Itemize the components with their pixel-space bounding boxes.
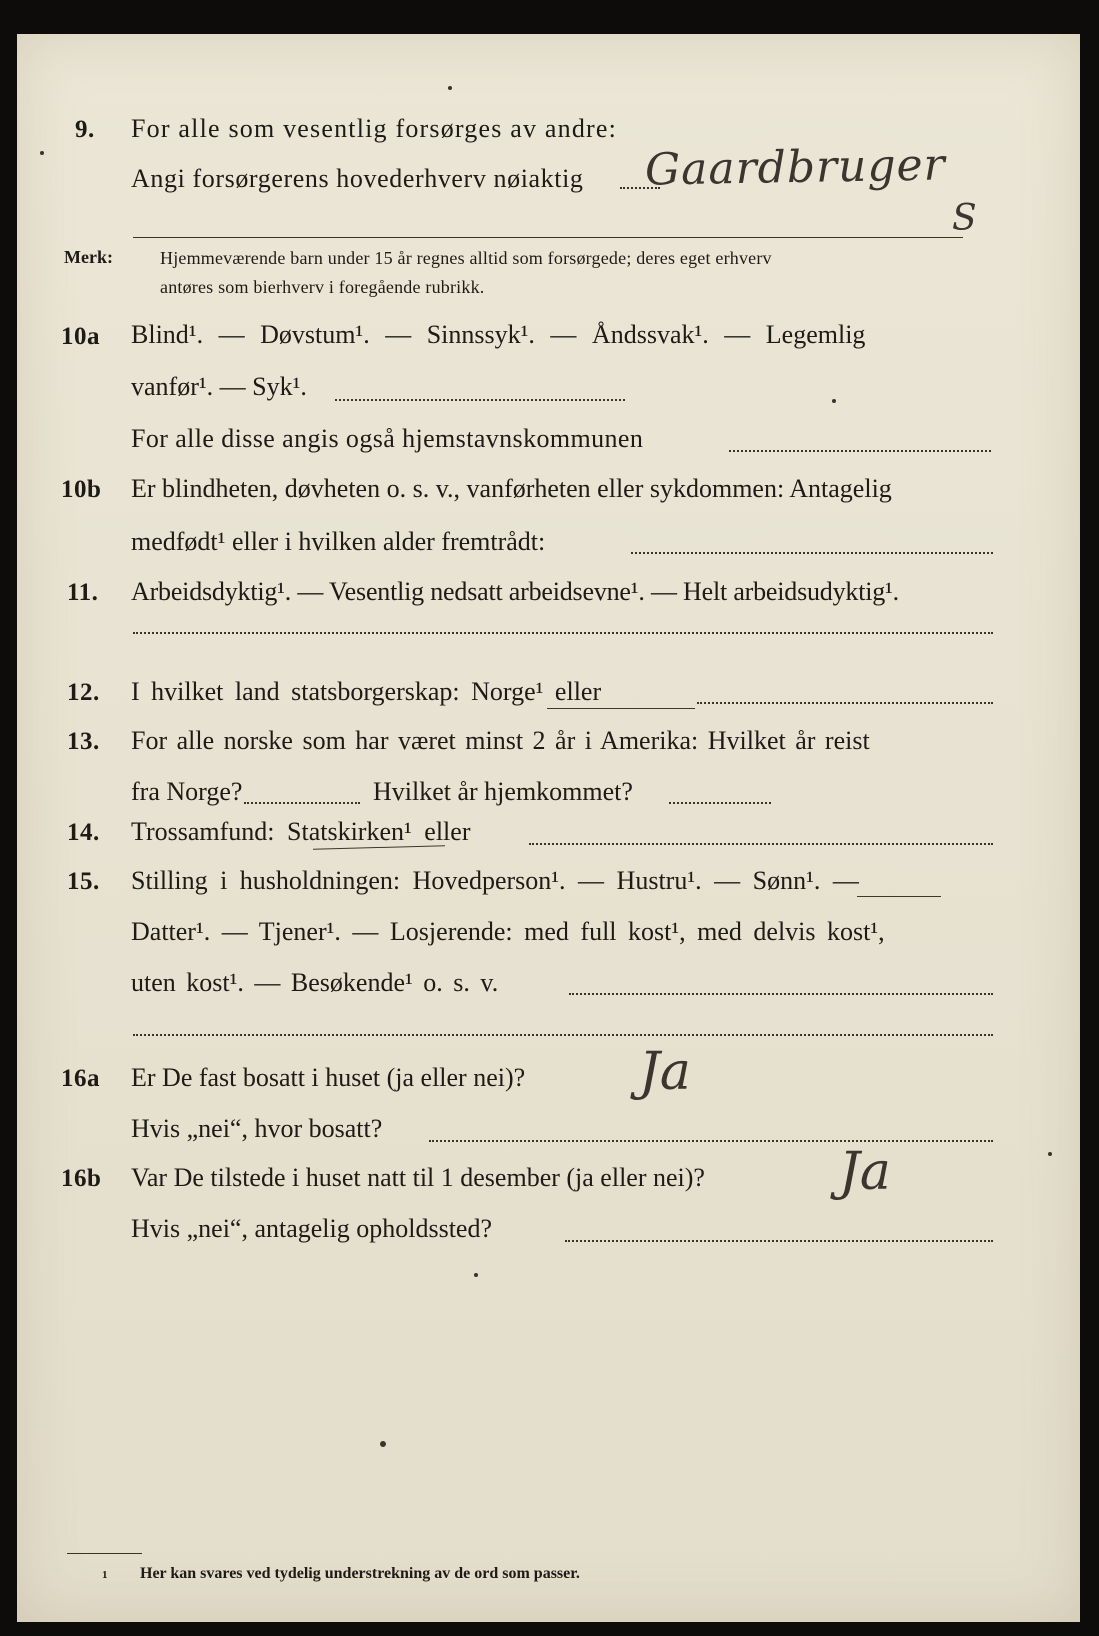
footnote-text: Her kan svares ved tydelig understrekning av de ord som passer. <box>140 1565 580 1582</box>
q13-line-2a: fra Norge? <box>131 777 243 806</box>
footnote-marker: 1 <box>102 1569 108 1581</box>
q16a-line-2: Hvis „nei“, hvor bosatt? <box>131 1114 383 1143</box>
question-number-12: 12. <box>67 679 100 706</box>
q12-answer-line <box>697 702 993 704</box>
q9-line-1: For alle som vesentlig forsørges av andre: <box>131 114 618 143</box>
question-number-11: 11. <box>67 579 99 606</box>
q11-line-1: Arbeidsdyktig¹. — Vesentlig nedsatt arbeidsevne¹. — Helt arbeidsudyktig¹. <box>131 577 899 606</box>
q13-line-2b: Hvilket år hjemkommet? <box>373 777 633 806</box>
ink-speck <box>40 151 44 155</box>
merk-line-1: Hjemmeværende barn under 15 år regnes alltid som forsørgede; deres eget erhverv <box>160 248 772 268</box>
q9-handwritten-mark: S <box>952 198 977 239</box>
q15-line-1: Stilling i husholdningen: Hovedperson¹. — Hustru¹. — Sønn¹. — <box>131 866 859 895</box>
ink-speck <box>832 399 836 403</box>
q10b-answer-line <box>631 552 993 554</box>
q10a-line-3: For alle disse angis også hjemstavnskommunen <box>131 424 644 453</box>
merk-label: Merk: <box>64 247 113 267</box>
q15-sonn-underline <box>857 896 941 897</box>
q11-answer-line <box>133 632 993 634</box>
question-number-9: 9. <box>75 116 95 143</box>
q16a-handwritten-answer: Ja <box>639 1042 691 1102</box>
q12-norge-underline <box>547 708 695 709</box>
q10b-line-1: Er blindheten, døvheten o. s. v., vanførheten eller sykdommen: Antagelig <box>131 474 892 503</box>
ink-speck <box>380 1441 386 1447</box>
question-number-14: 14. <box>67 819 100 846</box>
q9-second-answer-line <box>133 237 963 238</box>
q16b-opholdssted-line <box>565 1240 993 1242</box>
question-number-10a: 10a <box>61 323 100 350</box>
q16a-bosatt-line <box>429 1140 993 1142</box>
q10a-kommune-line <box>729 450 991 452</box>
question-number-10b: 10b <box>61 476 102 503</box>
q13-reist-line <box>244 802 360 804</box>
footnote-rule <box>67 1553 142 1554</box>
q14-answer-line <box>529 843 993 845</box>
q10a-line-2: vanfør¹. — Syk¹. <box>131 372 307 401</box>
q15-second-line <box>133 1034 993 1036</box>
ink-speck <box>474 1273 478 1277</box>
q16b-line-2: Hvis „nei“, antagelig opholdssted? <box>131 1214 493 1243</box>
question-number-16a: 16a <box>61 1065 100 1092</box>
q15-line-2: Datter¹. — Tjener¹. — Losjerende: med full kost¹, med delvis kost¹, <box>131 917 885 946</box>
q10a-syk-line <box>335 399 625 401</box>
ink-speck <box>448 86 452 90</box>
q16a-line-1: Er De fast bosatt i huset (ja eller nei)? <box>131 1063 526 1092</box>
question-number-16b: 16b <box>61 1165 102 1192</box>
census-form-page <box>17 34 1080 1622</box>
ink-speck <box>1048 1152 1052 1156</box>
q9-line-2: Angi forsørgerens hovederhverv nøiaktig <box>131 164 584 193</box>
q10a-line-1: Blind¹. — Døvstum¹. — Sinnssyk¹. — Åndssvak¹. — Legemlig <box>131 320 866 349</box>
q13-line-1: For alle norske som har været minst 2 år i Amerika: Hvilket år reist <box>131 726 870 755</box>
question-number-13: 13. <box>67 728 100 755</box>
q12-line-1: I hvilket land statsborgerskap: Norge¹ eller <box>131 677 602 706</box>
q15-line-3: uten kost¹. — Besøkende¹ o. s. v. <box>131 968 499 997</box>
q15-answer-line <box>569 993 993 995</box>
question-number-15: 15. <box>67 868 100 895</box>
q16b-line-1: Var De tilstede i huset natt til 1 desember (ja eller nei)? <box>131 1163 705 1192</box>
q10b-line-2: medfødt¹ eller i hvilken alder fremtrådt: <box>131 527 546 556</box>
merk-line-2: antøres som bierhverv i foregående rubrikk. <box>160 277 485 297</box>
q9-handwritten-answer: Gaardbruger <box>644 139 947 196</box>
q14-line-1: Trossamfund: Statskirken¹ eller <box>131 817 471 846</box>
q13-hjemkommet-line <box>669 802 771 804</box>
q16b-handwritten-answer: Ja <box>839 1142 891 1202</box>
